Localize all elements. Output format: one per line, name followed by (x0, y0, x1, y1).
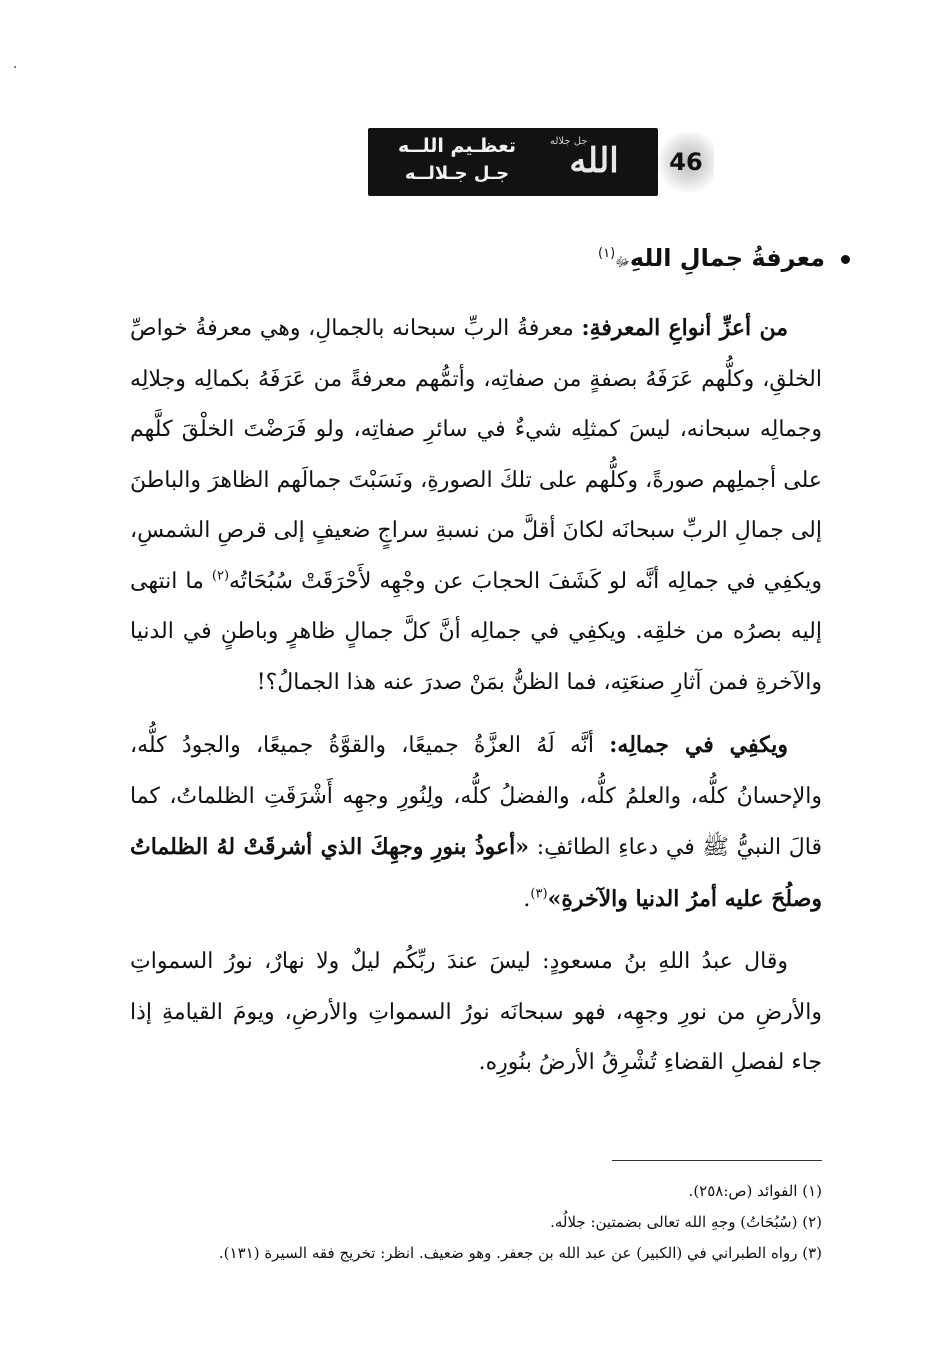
paragraph-3: وقال عبدُ اللهِ بنُ مسعودٍ: ليسَ عندَ ربِّكُم ليلٌ ولا نهارٌ، نورُ السمواتِ والأرضِ من نورِ وجهِه، فهو سبحانَه نورُ السمواتِ والأرضِ، ويومَ القيامةِ إذا جاء لفصلِ القضاءِ تُشْرِقُ الأرضُ بنُورِه. (130, 949, 822, 1075)
page-speck (14, 66, 16, 68)
section-heading-text: معرفةُ جمالِ اللهِ (629, 244, 825, 272)
footnote-3: (٣) رواه الطبراني في (الكبير) عن عبد الله بن جعفر. وهو ضعيف. انظر: تخريج فقه السيرة (١٣١). (218, 1244, 822, 1262)
footnote-ref-1: (١) (598, 246, 616, 261)
header-banner (368, 128, 658, 196)
paragraph-2 (130, 720, 822, 925)
paragraph-1 (130, 303, 822, 708)
footnote-separator (612, 1160, 822, 1161)
allah-calligraphy-emblem (544, 132, 644, 192)
paragraph-2-lead: ويكفِي في جمالِه: (609, 732, 788, 758)
emblem-honorific: جل جلاله (550, 136, 588, 147)
footnote-2: (٢) (سُبُحَاتُ) وجهِ الله تعالى بضمتين: جلالُه. (550, 1213, 822, 1231)
footnote-ref-2: (٢) (211, 568, 230, 584)
paragraph-1-lead: من أعزِّ أنواعِ المعرفةِ: (581, 315, 788, 341)
paragraph-2-text: أنَّه لَهُ العزَّةُ جميعًا، والقوَّةُ جميعًا، والجودُ كلُّه، والإحسانُ كلُّه، والعلمُ كلُّه، والفضلُ كلُّه، ولِنُورِ وجهِه أَشْرَقَتِ الظلماتُ، كما قالَ النبيُّ ﷺ في دعاءِ الطائفِ: (130, 733, 823, 860)
footnote-1: (١) الفوائد (ص:٢٥٨). (688, 1182, 822, 1200)
emblem-text: الله (569, 141, 619, 181)
bullet-icon (841, 255, 850, 264)
paragraph-1-text: معرفةُ الربِّ سبحانه بالجمالِ، وهي معرفةُ خواصِّ الخلقِ، وكلُّهم عَرَفَهُ بصفةٍ من صفاتِه، وأتمُّهم معرفةً من عَرَفَهُ بكمالِه وجلالِه وجمالِه سبحانه، ليسَ كمثلِه شيءٌ في سائرِ صفاتِه، ولو فَرَضْتَ الخلْقَ كلَّهم على أجملِهم صورةً، وكلُّهم على تلكَ الصورةِ، ونَسَبْتَ جمالَهم الظاهرَ والباطنَ إلى جمالِ الربِّ سبحانَه لكانَ أقلَّ من نسبةِ سراجٍ ضعيفٍ إلى قرصِ الشمسِ، ويكفِي في جمالِه أنَّه لو كَشَفَ الحجابَ عن وجْهِه لأَحْرَقَتْ سُبُحَاتُه (130, 316, 823, 594)
page-body (130, 230, 825, 1101)
paragraph-2-end: . (523, 886, 531, 912)
book-title-line1: تعظـيم اللــه (397, 135, 517, 157)
book-title-line2: جـل جـلالــه (404, 163, 510, 184)
paragraph-1-text-cont: ما انتهى إليه بصرُه من خلقِه. ويكفِي في جمالِه أنَّ كلَّ جمالٍ ظاهرٍ وباطنٍ في الدنيا والآخرةِ فمن آثارِ صنعَتِه، فما الظنُّ بمَنْ صدرَ عنه هذا الجمالُ؟! (130, 568, 823, 695)
footnotes (130, 1176, 822, 1269)
heading-honorific: ﷻ (615, 255, 630, 270)
section-heading (130, 230, 825, 291)
hadith-quote: «أعوذُ بنورِ وجهِكَ الذي أشرقَتْ لهُ الظلماتُ وصلُحَ عليه أمرُ الدنيا والآخرةِ» (130, 834, 822, 912)
running-header (368, 118, 714, 196)
footnote-ref-3: (٣) (530, 886, 548, 902)
page-number: 46 (658, 132, 714, 192)
book-title (382, 132, 532, 192)
